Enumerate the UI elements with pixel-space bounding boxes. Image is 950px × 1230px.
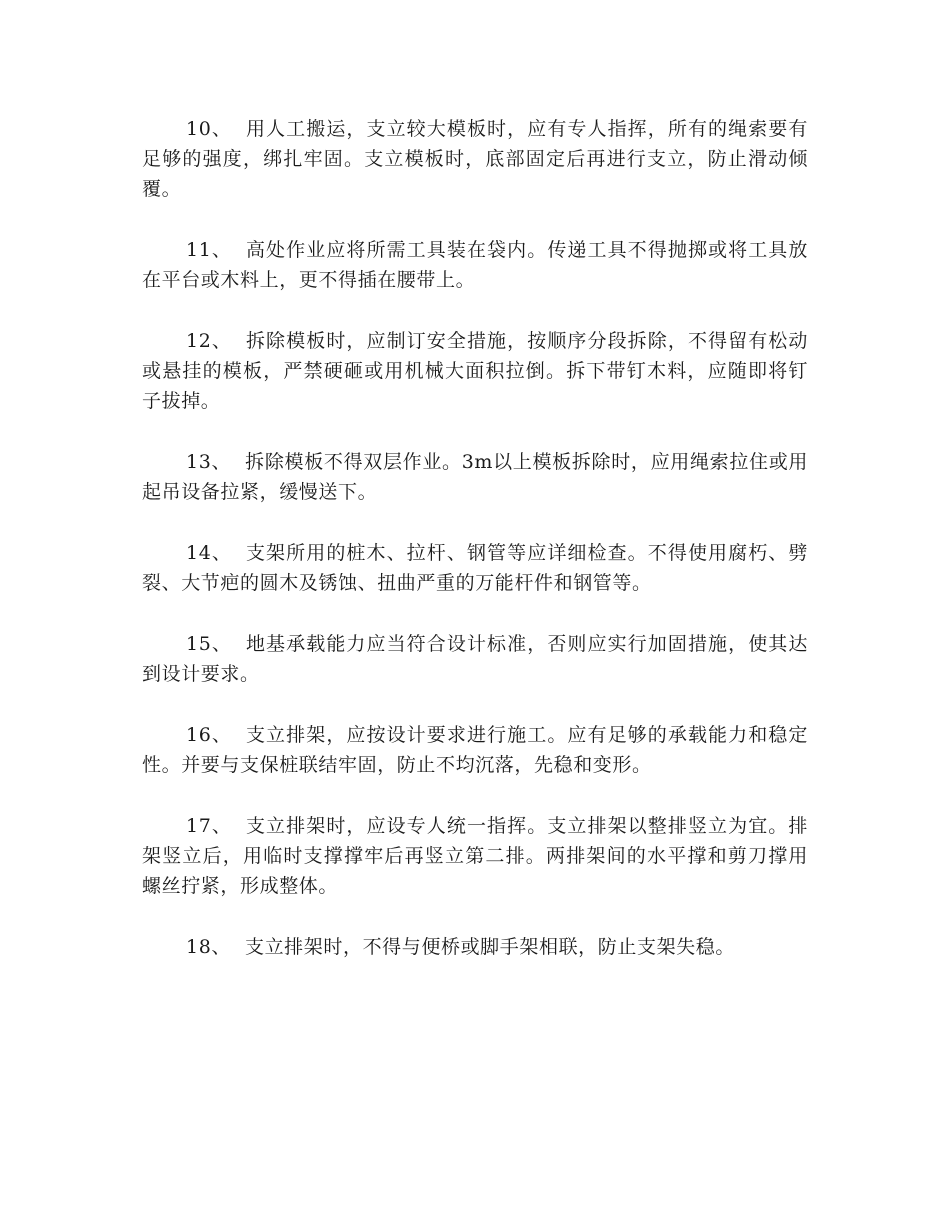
item-text: 高处作业应将所需工具装在袋内。传递工具不得抛掷或将工具放在平台或木料上，更不得插在腰带上。 — [142, 239, 808, 291]
list-item — [142, 326, 808, 416]
item-text: 支立排架时，不得与便桥或脚手架相联，防止支架失稳。 — [244, 936, 735, 958]
item-number: 12、 — [186, 330, 232, 352]
item-number: 16、 — [186, 724, 232, 746]
list-item — [142, 932, 808, 962]
item-text: 地基承载能力应当符合设计标准，否则应实行加固措施，使其达到设计要求。 — [142, 633, 808, 685]
list-item — [142, 235, 808, 295]
item-number: 11、 — [186, 239, 232, 261]
list-item — [142, 538, 808, 598]
item-number: 18、 — [186, 936, 231, 958]
item-number: 15、 — [186, 633, 232, 655]
item-number: 13、 — [186, 451, 232, 473]
item-number: 17、 — [186, 815, 232, 837]
item-text: 支立排架时，应设专人统一指挥。支立排架以整排竖立为宜。排架竖立后，用临时支撑撑牢后再竖立第二排。两排架间的水平撑和剪刀撑用螺丝拧紧，形成整体。 — [142, 815, 808, 897]
list-item — [142, 811, 808, 901]
item-number: 10、 — [186, 118, 232, 140]
item-text: 支立排架，应按设计要求进行施工。应有足够的承载能力和稳定性。并要与支保桩联结牢固，防止不均沉落，先稳和变形。 — [142, 724, 808, 776]
document-body — [142, 114, 808, 993]
item-text: 支架所用的桩木、拉杆、钢管等应详细检查。不得使用腐朽、劈裂、大节疤的圆木及锈蚀、扭曲严重的万能杆件和钢管等。 — [142, 542, 808, 594]
item-text: 拆除模板时，应制订安全措施，按顺序分段拆除，不得留有松动或悬挂的模板，严禁硬砸或用机械大面积拉倒。拆下带钉木料，应随即将钉子拔掉。 — [142, 330, 808, 412]
item-text: 用人工搬运，支立较大模板时，应有专人指挥，所有的绳索要有足够的强度，绑扎牢固。支立模板时，底部固定后再进行支立，防止滑动倾覆。 — [142, 118, 808, 200]
list-item — [142, 629, 808, 689]
item-number: 14、 — [186, 542, 232, 564]
list-item — [142, 114, 808, 204]
list-item — [142, 720, 808, 780]
list-item — [142, 447, 808, 507]
item-text: 拆除模板不得双层作业。3m以上模板拆除时，应用绳索拉住或用起吊设备拉紧，缓慢送下。 — [142, 451, 808, 503]
